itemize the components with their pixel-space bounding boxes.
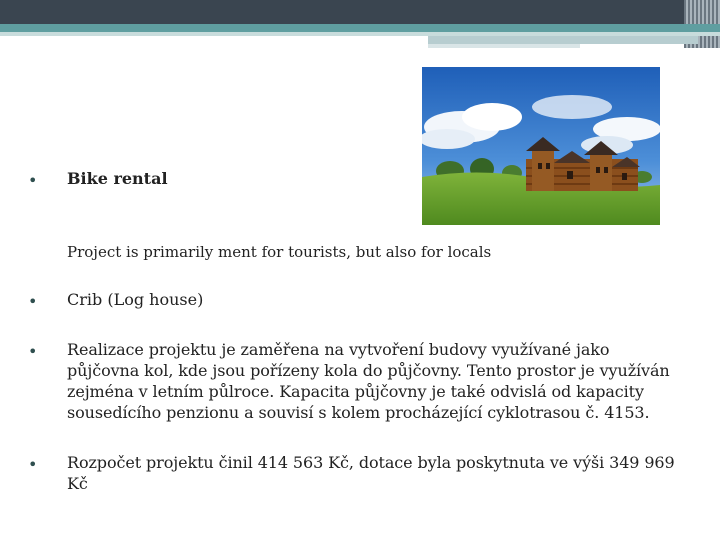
realizace-paragraph: Realizace projektu je zaměřena na vytvoření budovy využívané jako půjčovna kol, kde jsou pořízeny kola do půjčovny. Tento prostor je využíván zejména v letním půlroce. Kapacita půjčovny je také odvislá od kapacity sousedícího penzionu a souvisí s kolem procházející cyklotrasou č. 4153.: [67, 340, 670, 422]
bullet-marker: •: [28, 292, 38, 311]
log-house-photo: [422, 67, 660, 225]
accent-band-right-thin: [428, 44, 580, 48]
bike-rental-heading: Bike rental: [67, 169, 168, 188]
project-note: Project is primarily ment for tourists, but also for locals: [67, 243, 492, 261]
header-bar: [0, 0, 720, 24]
accent-band: [0, 24, 720, 32]
accent-band-right: [428, 36, 698, 44]
rozpocet-paragraph: Rozpočet projektu činil 414 563 Kč, dotace byla poskytnuta ve výši 349 969 Kč: [67, 453, 675, 493]
crib-item: Crib (Log house): [67, 290, 204, 309]
bullet-marker: •: [28, 171, 38, 190]
bullet-marker: •: [28, 455, 38, 474]
bullet-marker: •: [28, 342, 38, 361]
